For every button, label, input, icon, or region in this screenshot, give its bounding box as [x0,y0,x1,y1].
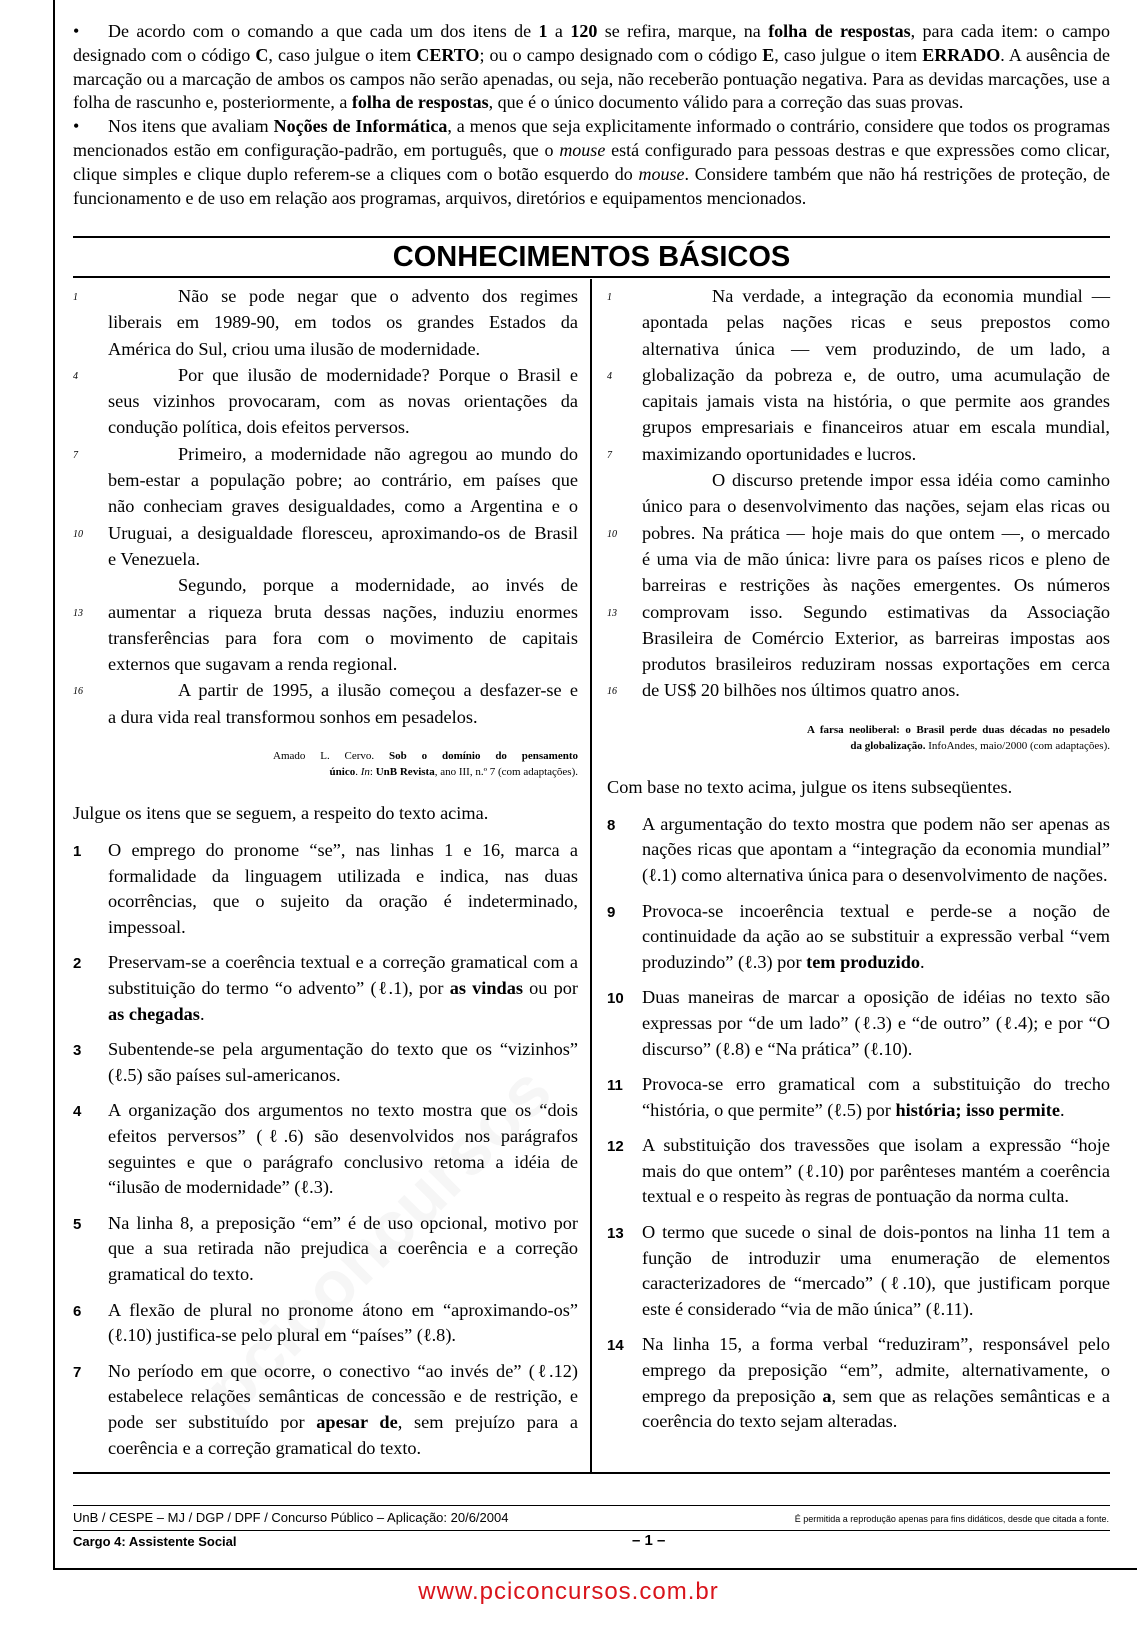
passage-line [108,493,578,519]
section-title: CONHECIMENTOS BÁSICOS [392,241,791,273]
question-item [607,899,1110,976]
text: . [199,1003,205,1024]
line-number: 1 [73,292,78,303]
citation-line [807,738,1110,754]
text: A substituição dos travessões que isolam a expressão “hoje mais do que ontem” (ℓ.10) por parênteses mantém a coerência textual e o respeito às regras de pontuação da norma culta. [642,1135,1110,1207]
questions-instruction: Com base no texto acima, julgue os itens subseqüentes. [607,776,1013,797]
divider [73,276,1110,278]
citation-line [273,748,578,764]
passage-line [108,546,578,572]
text: : [369,766,376,779]
text: a [547,21,571,41]
bold-text: tem produzido [806,951,921,972]
question-text [108,1213,578,1284]
passage-line [108,336,578,362]
citation-line [807,722,1110,738]
passage-line [642,467,1110,493]
text: Provoca-se incoerência textual e perde-se a noção de continuidade da ação ao se substituir a expressão verbal “vem produzindo” (ℓ.3) por [642,900,1110,972]
line-text: comprovam isso. Segundo estimativas da Associação [642,601,1110,622]
line-text: A partir de 1995, a ilusão começou a desfazer-se e [178,680,578,701]
question-number: 12 [607,1138,624,1156]
passage-line [108,467,578,493]
text: , caso julgue o item [268,44,417,65]
divider [73,1530,1110,1531]
question-number: 3 [73,1042,82,1060]
question-text [108,1100,578,1197]
text: Na linha 8, a preposição “em” é de uso opcional, motivo por que a sua retirada não prejudica a coerência e a correção gramatical do texto. [108,1212,578,1284]
question-number: 10 [607,990,624,1008]
page-number: – 1 – [632,1532,666,1549]
bold-text: Sob o domínio do pensamento [389,750,579,763]
line-text: Brasileira de Comércio Exterior, as barreiras impostas aos [642,627,1110,648]
passage-line [108,651,578,677]
text: No período em que ocorre, o conectivo “ao invés de” (ℓ.12) estabelece relações semânticas de concessão e de restrição, e pode ser substituído por [108,1360,578,1432]
passage-line [642,388,1110,414]
passage-line [607,599,1110,625]
question-item [73,838,578,940]
text: O emprego do pronome “se”, nas linhas 1 e 16, marca a formalidade da linguagem utilizada e indica, nas duas ocorrências, que o sujeito da oração é indeterminado, impessoal. [108,840,578,937]
instruction-paragraph [73,115,1110,210]
text: , a menos que seja explicitamente informado o contrário, considere que todos os programas mencionados estão em configuração-padrão, em português, que o [73,116,1110,160]
line-text: externos que sugavam a renda regional. [108,654,398,675]
text: Subentende-se pela argumentação do texto que os “vizinhos” (ℓ.5) são países sul-americanos. [108,1039,578,1085]
text: . [355,766,361,779]
text: Preservam-se a coerência textual e a correção gramatical com a substituição do termo “o advento” (ℓ.1), por [108,952,578,999]
italic-text: mouse [559,139,606,160]
line-number: 7 [73,449,78,461]
instruction-text [73,116,1110,207]
passage-line [108,572,578,598]
text: A argumentação do texto mostra que podem não ser apenas as nações ricas que apontam a “integração da economia mundial” (ℓ.1) como alternativa única para o desenvolvimento de nações. [642,813,1110,885]
line-text: Primeiro, a modernidade não agregou ao mundo do [178,443,578,464]
bold-text: 120 [570,21,598,41]
question-text [642,1334,1110,1431]
line-text: a dura vida real transformou sonhos em pesadelos. [108,706,478,727]
question-item [607,985,1110,1062]
bold-text: Noções de Informática [273,116,448,137]
exam-info: UnB / CESPE – MJ / DGP / DPF / Concurso Público – Aplicação: 20/6/2004 [73,1510,509,1525]
question-number: 1 [73,843,82,861]
line-text: Não se pode negar que o advento dos regimes [178,286,578,306]
question-item [607,1220,1110,1322]
questions-instruction: Julgue os itens que se seguem, a respeito do texto acima. [73,803,489,824]
line-text: e Venezuela. [108,548,201,569]
line-text: América do Sul, criou uma ilusão de modernidade. [108,338,481,359]
line-text: maximizando oportunidades e lucros. [642,443,917,464]
line-text: de US$ 20 bilhões nos últimos quatro anos. [642,680,960,701]
passage-line [73,441,578,467]
question-number: 4 [73,1103,82,1121]
cargo-label: Cargo 4: Assistente Social [73,1534,237,1549]
question-item [607,1072,1110,1123]
line-text: Por que ilusão de modernidade? Porque o Brasil e [178,364,578,385]
question-number: 6 [73,1302,82,1320]
line-text: bem-estar a população pobre; ao contrário, em países que [108,470,578,491]
bold-text: folha de respostas [768,21,911,41]
passage-line [642,336,1110,362]
line-number: 16 [73,686,83,698]
question-item [73,1359,578,1461]
passage-line [642,309,1110,335]
text: Na linha 15, a forma verbal “reduziram”, responsável pelo emprego da preposição “em”, admite, alternativamente, o emprego da preposição [642,1334,1110,1406]
question-list [607,812,1110,1435]
question-item [73,950,578,1027]
passage-line [607,283,1110,309]
bold-text: A farsa neoliberal: o Brasil perde duas décadas no pesadelo [807,723,1110,736]
passage-line [607,441,1110,467]
source-url[interactable]: www.pciconcursos.com.br [418,1578,719,1605]
line-text: produtos brasileiros reduziram nossas exportações em cerca [642,654,1110,675]
line-text: Segundo, porque a modernidade, ao invés de [178,575,578,596]
bold-text: ERRADO [922,44,1001,65]
bold-text: a [822,1385,832,1406]
passage-line [108,704,578,730]
text: O termo que sucede o sinal de dois-pontos na linha 11 tem a função de introduzir uma enumeração de elementos caracterizadores de “mercado” (ℓ.10), que justificam porque este é considerado “via de mão única” (ℓ.11). [642,1222,1110,1319]
line-text: liberais em 1989-90, em todos os grandes Estados da [108,312,578,333]
question-text [108,952,578,1023]
question-number: 5 [73,1215,82,1233]
question-number: 8 [607,816,616,834]
text: , sem que as relações semânticas e a coerência do texto sejam alteradas. [642,1385,1111,1432]
passage-line [73,677,578,703]
question-number: 13 [607,1225,624,1243]
passage-line [73,283,578,309]
text: , ano III, n.º 7 (com adaptações). [434,766,578,779]
passage-line [607,362,1110,388]
text: Provoca-se erro gramatical com a substituição do trecho “história, o que permite” (ℓ.5) por [642,1074,1110,1120]
line-number: 1 [607,292,612,303]
passage-text [73,283,578,730]
question-number: 14 [607,1337,624,1355]
instruction-text [73,21,1110,112]
bold-text: CERTO [416,44,480,65]
line-text: pobres. Na prática — hoje mais do que ontem —, o mercado [642,522,1110,543]
passage-line [642,625,1110,651]
question-text [642,901,1110,972]
line-number: 4 [607,370,612,382]
question-item [73,1037,578,1088]
bold-text: folha de respostas [351,92,489,113]
text: ou por [522,978,578,999]
line-number: 13 [607,607,617,619]
line-text: O discurso pretende impor essa idéia como caminho [712,470,1110,491]
line-number: 10 [607,528,617,540]
passage-text [607,283,1110,704]
bold-text: as vindas [449,978,523,999]
passage-line [108,309,578,335]
passage-line [642,414,1110,440]
text: . A ausência de marcação ou a marcação de ambos os campos não serão apenadas, ou seja, não receberão pontuação negativa. Para as devidas marcações, use a folha de rascunho e, posteriormente, a [73,44,1111,113]
passage-line [607,520,1110,546]
text: . Considere também que não há restrições de proteção, de funcionamento e de uso em relação aos programas, arquivos, diretórios e equipamentos mencionados. [73,163,1111,208]
passage-line [108,388,578,414]
question-item [607,1332,1110,1434]
left-column [73,283,578,1461]
divider [73,236,1110,238]
question-number: 11 [607,1077,623,1095]
citation-line [273,764,578,780]
question-number: 9 [607,903,616,921]
question-text [642,987,1110,1058]
line-text: aumentar a riqueza bruta dessas nações, induziu enormes [108,601,578,622]
passage-line [642,546,1110,572]
question-item [607,1133,1110,1210]
question-text [642,1135,1110,1206]
passage-line [108,625,578,651]
line-text: grupos empresariais e financeiros atuar em escala mundial, [642,417,1110,438]
column-divider [590,279,592,1474]
bullet-icon: • [73,21,80,41]
line-text: Uruguai, a desigualdade floresceu, aproximando-os de Brasil [108,522,578,543]
instructions [73,20,1110,210]
bold-text: C [255,44,269,65]
citation [273,748,578,780]
bold-text: E [762,44,775,65]
question-list [73,838,578,1461]
line-text: barreiras e restrições às nações emergentes. Os números [642,575,1110,596]
text: . [1059,1099,1065,1120]
italic-text: mouse [638,163,685,184]
bold-text: as chegadas [108,1003,200,1024]
text: Duas maneiras de marcar a oposição de idéias no texto são expressas por “de um lado” (ℓ.3) e “de outro” (ℓ.4); e por “O discurso” (ℓ.8) e “Na prática” (ℓ.10). [642,987,1110,1059]
line-text: Na verdade, a integração da economia mundial — [712,286,1110,306]
text: . [920,951,925,972]
passage-line [73,520,578,546]
line-text: único para o desenvolvimento das nações, sejam elas ricas ou [642,496,1110,517]
bold-text: UnB Revista [375,766,435,779]
line-text: apontada pelas nações ricas e seus prepostos como [642,312,1110,333]
question-item [607,812,1110,889]
reproduction-notice: É permitida a reprodução apenas para fins didáticos, desde que citada a fonte. [794,1514,1109,1524]
bold-text: história; isso permite [895,1099,1060,1120]
line-text: capitais jamais vista na história, o que permite aos grandes [642,391,1110,412]
line-number: 7 [607,449,612,461]
question-text [642,1222,1110,1319]
line-number: 4 [73,370,78,382]
text: se refira, marque, na [597,21,769,41]
question-item [73,1098,578,1200]
line-number: 10 [73,528,83,540]
question-number: 7 [73,1363,82,1381]
text: A organização dos argumentos no texto mostra que os “dois efeitos perversos” (ℓ.6) são desenvolvidos nos parágrafos seguintes e que o parágrafo conclusivo retoma a idéia de “ilusão de modernidade” (ℓ.3). [108,1100,578,1198]
question-text [108,1300,578,1346]
bold-text: apesar de [316,1411,398,1432]
line-text: não conheciam graves desigualdades, como a Argentina e o [108,496,578,517]
text: , que é o único documento válido para a correção das suas provas. [488,92,964,113]
question-text [642,1074,1110,1120]
text: InfoAndes, maio/2000 (com adaptações). [925,739,1110,752]
passage-line [642,493,1110,519]
passage-line [607,677,1110,703]
question-text [108,1039,578,1085]
bullet-icon: • [73,116,80,137]
passage-line [642,572,1110,598]
bold-text: da globalização. [850,739,926,752]
line-text: seus vizinhos provocaram, com as novas orientações da [108,391,578,412]
question-number: 2 [73,955,82,973]
divider [73,1505,1110,1506]
text: está configurado para pessoas destras e que expressões como clicar, clique simples e clique duplo referem-se a cliques com o botão esquerdo do [73,139,1110,184]
italic-text: In [360,766,370,779]
text: , para cada item: o campo designado com o código [73,21,1111,65]
instruction-paragraph [73,20,1110,115]
text: Nos itens que avaliam [108,116,274,137]
line-number: 16 [607,686,617,698]
passage-line [642,651,1110,677]
line-text: globalização da pobreza e, de outro, uma acumulação de [642,364,1110,385]
text: , caso julgue o item [774,44,923,65]
line-number: 13 [73,607,83,619]
divider [73,1472,1110,1474]
text: De acordo com o comando a que cada um dos itens de [108,21,539,41]
question-text [108,840,578,937]
question-item [73,1211,578,1288]
text: A flexão de plural no pronome átono em “aproximando-os” (ℓ.10) justifica-se pelo plural em “países” (ℓ.8). [108,1299,578,1346]
question-item [73,1298,578,1349]
bold-text: único [329,766,356,779]
question-text [642,814,1110,885]
passage-line [73,599,578,625]
text: , sem prejuízo para a coerência e a correção gramatical do texto. [108,1411,578,1458]
line-text: condução política, dois efeitos perversos. [108,417,410,438]
passage-line [73,362,578,388]
bold-text: 1 [538,21,548,41]
line-text: transferências para fora com o movimento de capitais [108,627,578,648]
line-text: alternativa única — vem produzindo, de um lado, a [642,338,1110,359]
text: ; ou o campo designado com o código [479,44,763,65]
passage-line [108,414,578,440]
right-column [607,283,1110,1435]
line-text: é uma via de mão única: livre para os países ricos e pleno de [642,548,1110,569]
citation [807,722,1110,754]
question-text [108,1361,578,1458]
text: Amado L. Cervo. [273,750,390,763]
